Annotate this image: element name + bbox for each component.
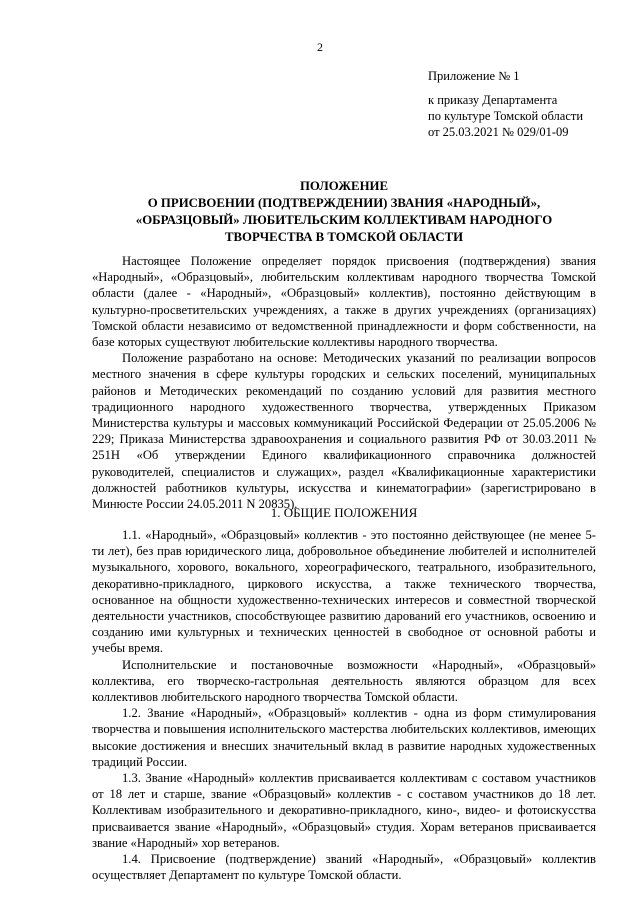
document-title-line: ПОЛОЖЕНИЕ [299,179,389,193]
paragraph: Исполнительские и постановочные возможности «Народный», «Образцовый» коллектива, его творческо-гастрольная деятельность являются образцом для всех коллективов любительского народного творчества Томской области. [92,657,596,705]
paragraph: Положение разработано на основе: Методических указаний по реализации вопросов местного значения в сфере культуры городских и сельских поселений, муниципальных районов и Методических рекомендаций по созданию условий для развития местного традиционного народного художественного творчества, утвержденных Приказом Министерства культуры и массовых коммуникаций Российской Федерации от 25.05.2006 № 229; Приказа Министерства здравоохранения и социального развития РФ от 30.03.2011 № 251Н «Об утверждении Единого квалификационного справочника должностей руководителей, специалистов и служащих», раздел «Квалификационные характеристики должностей работников культуры, искусства и кинематографии» (зарегистрировано в Минюсте России 24.05.2011 N 20835). [92,351,596,512]
document-title-line: ТВОРЧЕСТВА В ТОМСКОЙ ОБЛАСТИ [224,230,464,244]
appendix-date-line: от 25.03.2021 № 029/01-09 [428,125,569,139]
document-title [92,178,596,246]
appendix-title: Приложение № 1 [428,69,520,83]
paragraph: 1.3. Звание «Народный» коллектив присваивается коллективам с составом участников от 18 лет и старше, звание «Образцовый» коллектив - с составом участников до 18 лет. Коллективам изобразительного и декоративно-прикладного, кино-, видео- и фотоискусства присваивается звание «Народный», «Образцовый» студия. Хорам ветеранов присваивается звание «Народный» хор ветеранов. [92,771,596,850]
document-title-line: «ОБРАЗЦОВЫЙ» ЛЮБИТЕЛЬСКИМ КОЛЛЕКТИВАМ НАРОДНОГО [135,213,553,227]
paragraph: 1.2. Звание «Народный», «Образцовый» коллектив - одна из форм стимулирования творчества и повышения исполнительского мастерства любительских коллективов, имеющих высокие достижения и внесших значительный вклад в развитие народных художественных традиций России. [92,706,596,769]
paragraph: Настоящее Положение определяет порядок присвоения (подтверждения) звания «Народный», «Образцовый», любительским коллективам народного творчества Томской области (далее - «Народный», «Образцовый» коллектив), постоянно действующим в культурно-просветительских учреждениях, а также в других учреждениях (организациях) Томской области независимо от ведомственной принадлежности и форм собственности, на базе которых существуют любительские коллективы народного творчества. [92,254,596,350]
appendix-order-line: к приказу Департамента [428,93,558,107]
appendix-block [428,68,583,140]
document-title-line: О ПРИСВОЕНИИ (ПОДТВЕРЖДЕНИИ) ЗВАНИЯ «НАРОДНЫЙ», [147,196,541,210]
page-number: 2 [317,40,323,54]
paragraph: 1.1. «Народный», «Образцовый» коллектив - это постоянно действующее (не менее 5-ти лет), без прав юридического лица, добровольное объединение любителей и исполнителей музыкального, хорового, вокального, хореографического, театрального, изобразительного, декоративно-прикладного, циркового искусства, а также технического творчества, основанное на общности художественно-технических интересов и совместной творческой деятельности участников, способствующее развитию дарований его участников, освоению и созданию ими культурных и технических ценностей в свободное от основной работы и учебы время. [92,528,596,656]
section-text [92,527,596,883]
intro-text [92,253,596,512]
section-heading: 1. ОБЩИЕ ПОЛОЖЕНИЯ [270,505,418,520]
paragraph: 1.4. Присвоение (подтверждение) званий «Народный», «Образцовый» коллектив осуществляет Департамент по культуре Томской области. [92,852,596,883]
appendix-department-line: по культуре Томской области [428,109,584,123]
